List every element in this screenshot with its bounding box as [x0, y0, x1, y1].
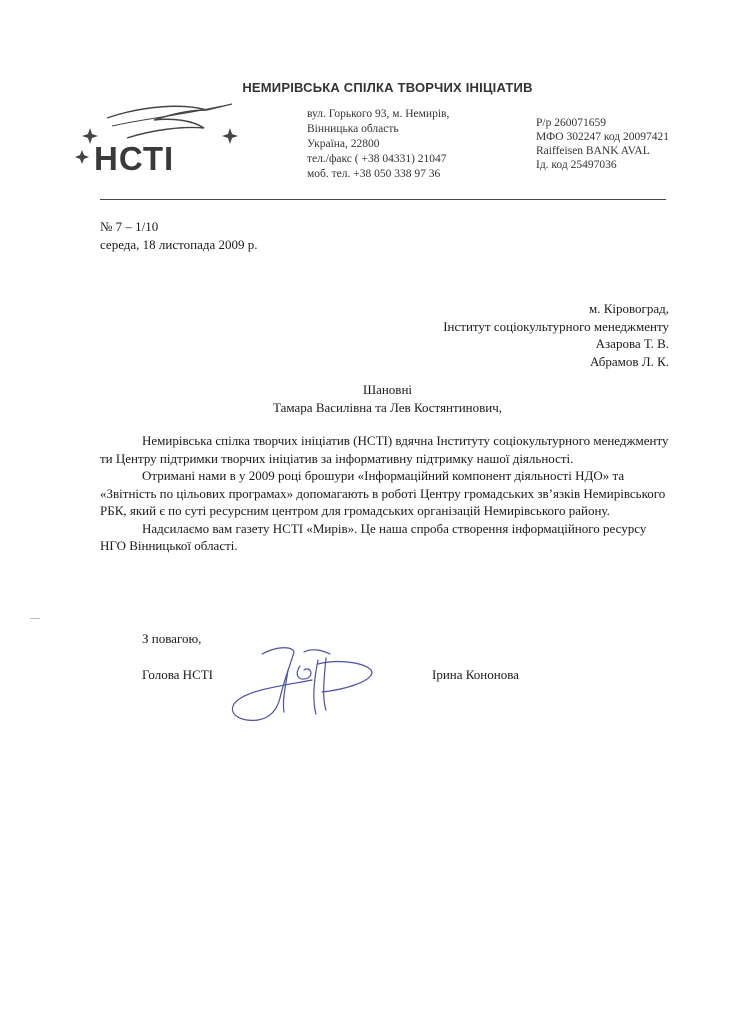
address-line: Україна, 22800: [307, 138, 380, 150]
closing: З повагою,: [142, 631, 202, 646]
address-line: вул. Горького 93, м. Немирів,: [307, 108, 450, 120]
signatory-title: Голова НСТІ: [142, 667, 214, 682]
recipient-line: Азарова Т. В.: [595, 336, 669, 351]
body-paragraph: Надсилаємо вам газету НСТІ «Мирів». Це наша спроба створення інформаційного ресурсу НГО Вінницької області.: [100, 520, 647, 553]
letter-reference: [100, 218, 258, 254]
header-divider: [100, 199, 666, 200]
bank-line: Raiffeisen BANK AVAL: [536, 145, 650, 157]
address-line: тел./факс ( +38 04331) 21047: [307, 153, 447, 165]
recipient-block: [443, 300, 669, 370]
logo-wordmark: НСТІ: [94, 140, 175, 177]
address-line: моб. тел. +38 050 338 97 36: [307, 168, 441, 180]
bank-line: МФО 302247 код 20097421: [536, 131, 670, 143]
letter-number: № 7 – 1/10: [100, 219, 159, 234]
margin-mark: [30, 618, 40, 619]
recipient-line: Інститут соціокультурного менеджменту: [443, 318, 669, 334]
salutation: [0, 381, 745, 417]
recipient-line: Абрамов Л. К.: [590, 353, 669, 369]
salutation-line: Шановні: [362, 382, 413, 397]
body-paragraph: Отримані нами в у 2009 році брошури «Інформаційний компонент діяльності НДО» та «Звітність по цільових програмах» допомагають в роботі Центру громадських зв’язків Немирівського РБК, який є по суті ресурсним центром для громадських організацій Немирівського району.: [100, 468, 666, 518]
handwritten-signature-icon: [222, 640, 382, 730]
bank-line: Ід. код 25497036: [536, 159, 617, 171]
letter-date: середа, 18 листопада 2009 р.: [100, 237, 258, 252]
address-block: [307, 107, 449, 182]
bank-details: [536, 116, 669, 172]
address-line: Вінницька область: [307, 123, 399, 135]
recipient-line: м. Кіровоград,: [588, 301, 669, 316]
signatory-name: Ірина Кононова: [432, 667, 519, 682]
organization-name: НЕМИРІВСЬКА СПІЛКА ТВОРЧИХ ІНІЦІАТИВ: [242, 80, 533, 95]
letter-body: [100, 432, 670, 555]
body-paragraph: Немирівська спілка творчих ініціатив (НСТІ) вдячна Інституту соціокультурного менеджменту ти Центру підтримки творчих ініціатив за інформативну підтримку нашої діяльності.: [100, 433, 669, 466]
bank-line: Р/р 260071659: [536, 117, 606, 129]
salutation-line: Тамара Василівна та Лев Костянтинович,: [273, 400, 502, 415]
